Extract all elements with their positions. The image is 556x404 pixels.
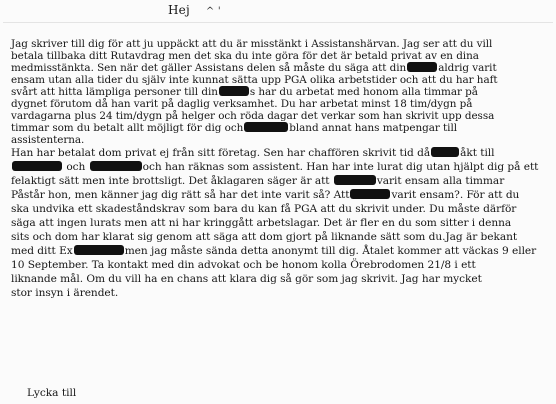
paragraph2-line11: stor insyn i ärendet. [11,287,119,299]
paragraph1-line9: assistenterna. [11,134,85,146]
paragraph2-line8: med ditt Ex men jag måste sända detta anonymt till dig. Åtalet kommer att väckas 9 eller [11,245,537,257]
greeting-text: Hej [168,3,190,17]
paragraph1-line8: timmar som du betalt allt möjligt för dig och bland annat hans matpengar till [11,122,457,134]
redaction-block [431,147,459,157]
redaction-block [350,189,390,199]
paragraph2-line10: liknande mål. Om du vill ha en chans att klara dig så gör som jag skrivit. Jag har mycket [11,273,482,285]
redaction-block [90,161,142,171]
redaction-block [12,161,62,171]
paragraph1-line4: ensam utan alla tider du själv inte kunnat sätta upp PGA olika arbetstider och att du har haft [11,74,498,86]
paragraph2-line7: sits och dom har klarat sig genom att säga att dom gjort på liknande sätt som du.Jag är bekant [11,231,518,243]
redaction-block [244,122,288,132]
signoff: Lycka till [27,387,77,399]
greeting-line [168,3,221,17]
handwritten-marks: ^ ' [205,6,221,17]
redaction-block [74,245,124,255]
top-rule [3,22,553,23]
paragraph1-line1: Jag skriver till dig för att ju uppäckt att du är misstänkt i Assistanshärvan. Jag ser att du vill [11,38,493,50]
paragraph2-line1: Han har betalat dom privat ej från sitt företag. Sen har chaffören skrivit tid då åkt till [11,147,495,159]
paragraph1-line6: dygnet förutom då han varit på daglig verksamhet. Du har arbetat minst 18 tim/dygn på [11,98,473,110]
paragraph2-line6: säga att ingen lurats men att ni har kringgått arbetslagar. Det är fler en du som sitter i denna [11,217,512,229]
redaction-block [219,86,249,96]
paragraph1-line3: medmisstänkta. Sen när det gäller Assistans delen så måste du säga att din aldrig varit [11,62,497,74]
paragraph2-line3: felaktigt sätt men inte brottsligt. Det åklagaren säger är att varit ensam alla timmar [11,175,505,187]
paragraph2-line9: 10 September. Ta kontakt med din advokat och be honom kolla Örebrodomen 21/8 i ett [11,259,476,271]
paragraph1-line2: betala tillbaka ditt Rutavdrag men det ska du inte göra för det är betald privat av en dina [11,50,479,62]
paragraph1-line7: vardagarna plus 24 tim/dygn på helger och röda dagar det verkar som han skrivit upp dessa [11,110,495,122]
paragraph2-line2: och och han räknas som assistent. Han har inte lurat dig utan hjälpt dig på ett [11,161,538,173]
redaction-block [334,175,376,185]
paragraph1-line5: svårt att hitta lämpliga personer till din s har du arbetat med honom alla timmar på [11,86,478,98]
paragraph2-line4: Påstår hon, men känner jag dig rätt så har det inte varit så? Att varit ensam?. För att du [11,189,520,201]
paragraph2-line5: ska undvika ett skadeståndskrav som bara du kan få PGA att du skrivit under. Du måste därför [11,203,517,215]
redaction-block [407,62,437,72]
